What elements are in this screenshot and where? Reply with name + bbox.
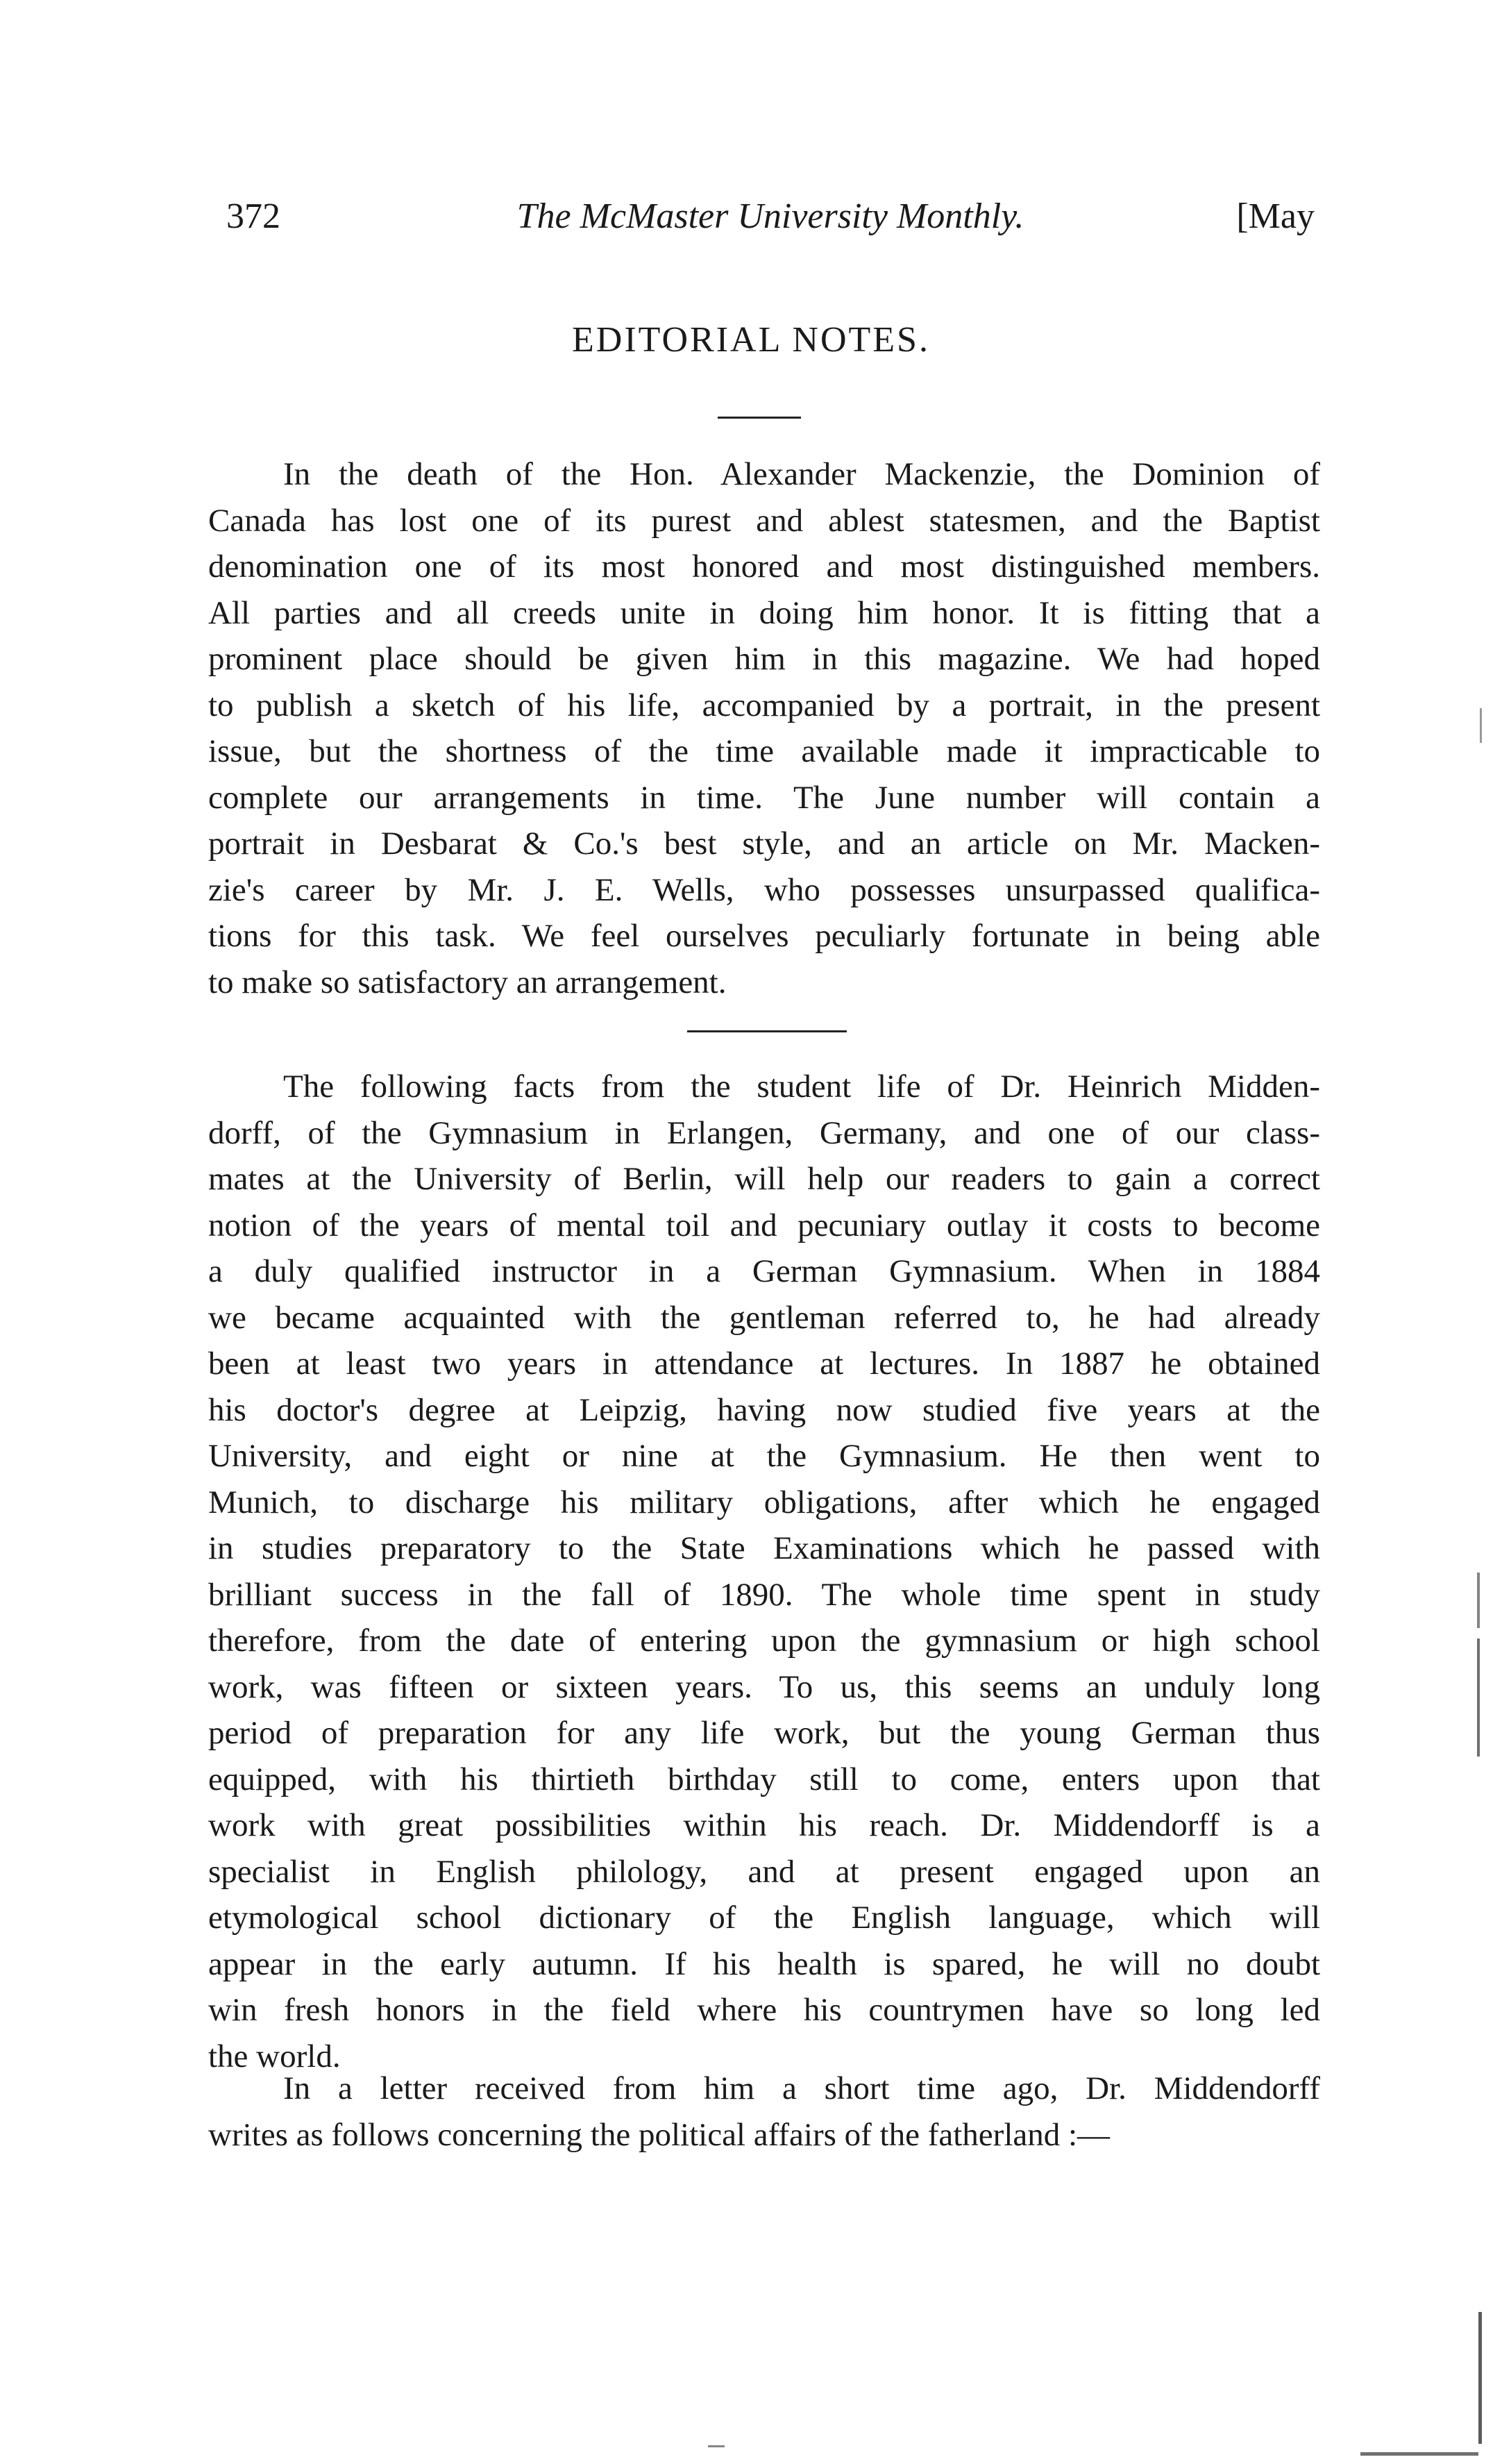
- text-line: The following facts from the student life of Dr. Heinrich Midden-: [283, 1068, 1320, 1105]
- paragraph-letter: [208, 2065, 1320, 2158]
- text-line: a duly qualified instructor in a German Gymnasium. When in 1884: [208, 1253, 1320, 1289]
- scan-mark: [1477, 1639, 1480, 1757]
- text-line: to publish a sketch of his life, accompanied by a portrait, in the present: [208, 687, 1320, 723]
- text-line: dorff, of the Gymnasium in Erlangen, Germany, and one of our class-: [208, 1114, 1320, 1151]
- text-line: denomination one of its most honored and most distinguished members.: [208, 548, 1320, 585]
- text-line: prominent place should be given him in this magazine. We had hoped: [208, 641, 1320, 677]
- page-number: 372: [226, 196, 280, 236]
- running-header: [226, 196, 1315, 244]
- text-line: work, was fifteen or sixteen years. To us, this seems an unduly long: [208, 1668, 1320, 1705]
- section-title: EDITORIAL NOTES.: [572, 320, 930, 360]
- text-line: appear in the early autumn. If his health is spared, he will no doubt: [208, 1945, 1320, 1982]
- scan-mark: [708, 2445, 725, 2447]
- text-line: complete our arrangements in time. The June number will contain a: [208, 779, 1320, 816]
- text-line: tions for this task. We feel ourselves peculiarly fortunate in being able: [208, 918, 1320, 954]
- text-line: mates at the University of Berlin, will help our readers to gain a correct: [208, 1161, 1320, 1197]
- text-line: equipped, with his thirtieth birthday still to come, enters upon that: [208, 1761, 1320, 1797]
- issue-month: [May: [1236, 196, 1315, 236]
- text-line: been at least two years in attendance at lectures. In 1887 he obtained: [208, 1346, 1320, 1382]
- journal-title: The McMaster University Monthly.: [516, 196, 1024, 236]
- text-line: win fresh honors in the field where his countrymen have so long led: [208, 1992, 1320, 2028]
- text-line: in studies preparatory to the State Examinations which he passed with: [208, 1530, 1320, 1566]
- paragraph-mackenzie: [208, 451, 1320, 1005]
- text-line: notion of the years of mental toil and pecuniary outlay it costs to become: [208, 1207, 1320, 1243]
- text-line: portrait in Desbarat & Co.'s best style, and an article on Mr. Macken-: [208, 825, 1320, 862]
- text-line: etymological school dictionary of the English language, which will: [208, 1900, 1320, 1936]
- text-line: specialist in English philology, and at present engaged upon an: [208, 1853, 1320, 1890]
- paragraph-middendorff: [208, 1064, 1320, 2079]
- section-divider: [718, 417, 801, 419]
- scan-mark: [1480, 708, 1482, 743]
- scan-mark: [1360, 2452, 1478, 2456]
- text-line: University, and eight or nine at the Gymnasium. He then went to: [208, 1438, 1320, 1474]
- text-line: therefore, from the date of entering upon the gymnasium or high school: [208, 1623, 1320, 1659]
- section-divider: [687, 1030, 847, 1032]
- text-line: issue, but the shortness of the time available made it impracticable to: [208, 733, 1320, 769]
- text-line: we became acquainted with the gentleman referred to, he had already: [208, 1299, 1320, 1336]
- text-line: Canada has lost one of its purest and ablest statesmen, and the Baptist: [208, 502, 1320, 539]
- text-line: Munich, to discharge his military obligations, after which he engaged: [208, 1484, 1320, 1520]
- text-line: the world.: [208, 2038, 341, 2075]
- text-line: period of preparation for any life work, but the young German thus: [208, 1715, 1320, 1751]
- text-line: In the death of the Hon. Alexander Mackenzie, the Dominion of: [283, 456, 1320, 492]
- scan-mark: [1478, 2312, 1482, 2444]
- text-line: writes as follows concerning the political affairs of the fatherland :—: [208, 2116, 1111, 2153]
- text-line: zie's career by Mr. J. E. Wells, who possesses unsurpassed qualifica-: [208, 871, 1320, 908]
- scan-mark: [1477, 1573, 1480, 1628]
- text-line: All parties and all creeds unite in doing him honor. It is fitting that a: [208, 594, 1320, 631]
- text-line: In a letter received from him a short time ago, Dr. Middendorff: [283, 2070, 1320, 2106]
- text-line: his doctor's degree at Leipzig, having now studied five years at the: [208, 1391, 1320, 1428]
- text-line: work with great possibilities within his reach. Dr. Middendorff is a: [208, 1807, 1320, 1843]
- text-line: brilliant success in the fall of 1890. The whole time spent in study: [208, 1576, 1320, 1613]
- text-line: to make so satisfactory an arrangement.: [208, 964, 727, 1000]
